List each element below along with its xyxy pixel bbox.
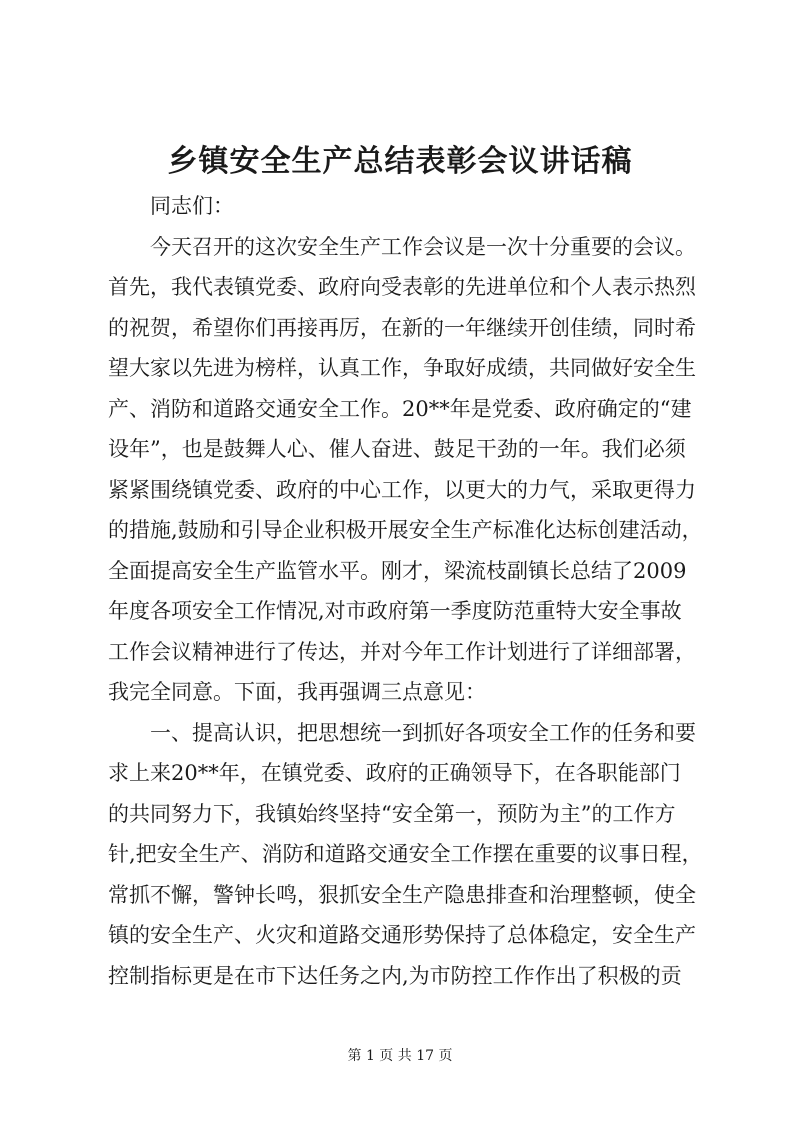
body-line: 的共同努力下，我镇始终坚持“安全第一，预防为主”的工作方 (108, 801, 676, 826)
page-number-footer: 第 1 页 共 17 页 (347, 1048, 453, 1064)
body-line: 首先，我代表镇党委、政府向受表彰的先进单位和个人表示热烈 (108, 275, 696, 299)
section-heading-line: 一、提高认识，把思想统一到抓好各项安全工作的任务和要 (150, 720, 696, 745)
document-title: 乡镇安全生产总结表彰会议讲话稿 (167, 144, 633, 179)
body-line: 的祝贺，希望你们再接再厉，在新的一年继续开创佳绩，同时希 (108, 315, 696, 340)
body-line: 针,把安全生产、消防和道路交通安全工作摆在重要的议事日程， (108, 842, 703, 866)
body-line: 我完全同意。下面，我再强调三点意见： (108, 680, 486, 704)
body-line: 今天召开的这次安全生产工作会议是一次十分重要的会议。 (150, 234, 696, 259)
body-line: 工作会议精神进行了传达，并对今年工作计划进行了详细部署， (108, 639, 696, 664)
body-line: 年度各项安全工作情况,对市政府第一季度防范重特大安全事故 (108, 599, 682, 623)
salutation-line: 同志们： (150, 194, 234, 218)
body-line: 的措施,鼓励和引导企业积极开展安全生产标准化达标创建活动， (108, 518, 703, 542)
body-line: 镇的安全生产、火灾和道路交通形势保持了总体稳定，安全生产 (108, 923, 696, 947)
body-line: 紧紧围绕镇党委、政府的中心工作，以更大的力气，采取更得力 (108, 477, 696, 502)
body-line: 望大家以先进为榜样，认真工作，争取好成绩，共同做好安全生 (108, 356, 696, 380)
document-body (108, 186, 708, 996)
body-line: 全面提高安全生产监管水平。刚才，梁流枝副镇长总结了2009 (108, 558, 687, 583)
body-line: 常抓不懈，警钟长鸣，狠抓安全生产隐患排查和治理整顿，使全 (108, 882, 696, 907)
body-line: 产、消防和道路交通安全工作。20**年是党委、政府确定的“建 (108, 396, 692, 421)
body-line: 求上来20**年，在镇党委、政府的正确领导下，在各职能部门 (108, 761, 681, 785)
body-line: 控制指标更是在市下达任务之内,为市防控工作作出了积极的贡 (108, 963, 682, 988)
body-line: 设年”，也是鼓舞人心、催人奋进、鼓足干劲的一年。我们必须 (108, 437, 686, 461)
